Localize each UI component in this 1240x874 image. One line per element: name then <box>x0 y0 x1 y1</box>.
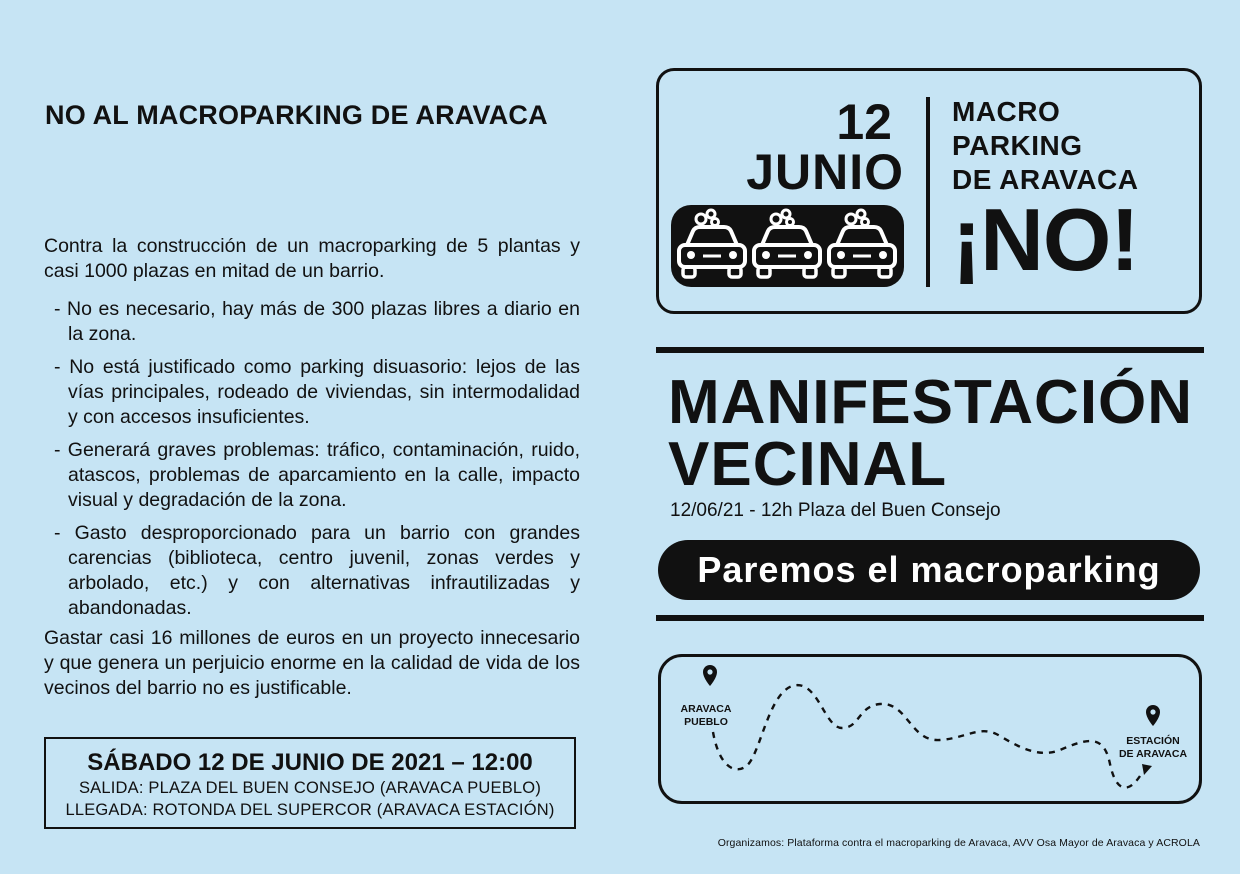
organizers-credits: Organizamos: Plataforma contra el macroparking de Aravaca, AVV Osa Mayor de Aravaca y ACROLA <box>717 837 1200 849</box>
argument-item: - Generará graves problemas: tráfico, contaminación, ruido, atascos, problemas de aparcamiento en la calle, impacto visual y degradación de la zona. <box>54 439 580 511</box>
bottom-rule <box>656 615 1204 621</box>
schedule-box <box>44 737 576 829</box>
event-title-line1: MANIFESTACIÓN <box>668 368 1194 437</box>
map-end-label-line1: ESTACIÓN <box>1126 735 1180 747</box>
event-info: 12/06/21 - 12h Plaza del Buen Consejo <box>670 500 1001 521</box>
argument-item: - No es necesario, hay más de 300 plazas libres a diario en la zona. <box>54 298 580 345</box>
polluting-car-icon <box>754 210 820 277</box>
leaflet-title: NO AL MACROPARKING DE ARAVACA <box>45 100 548 130</box>
map-start-label <box>673 703 739 729</box>
end-pin-icon <box>1146 705 1160 726</box>
logo-day: 12 <box>836 94 892 150</box>
map-end-label-line2: DE ARAVACA <box>1118 748 1188 760</box>
route-map-graphic <box>658 654 1202 804</box>
logo-month: JUNIO <box>746 144 904 200</box>
arrow-icon <box>1142 764 1152 775</box>
map-start-label-line1: ARAVACA <box>680 703 732 715</box>
schedule-arrival: LLEGADA: ROTONDA DEL SUPERCOR (ARAVACA ESTACIÓN) <box>65 801 555 819</box>
logo-divider <box>926 97 930 287</box>
map-end-label <box>1113 735 1193 761</box>
logo-line-aravaca: DE ARAVACA <box>952 164 1139 195</box>
event-title-line2: VECINAL <box>668 430 948 499</box>
start-pin-icon <box>703 665 717 686</box>
top-rule <box>656 347 1204 353</box>
intro-paragraph: Contra la construcción de un macroparking de 5 plantas y casi 1000 plazas en mitad de un barrio. <box>44 235 580 282</box>
slogan-banner: Paremos el macroparking <box>658 540 1200 600</box>
logo-no: ¡NO! <box>952 190 1139 289</box>
event-title <box>668 368 1208 499</box>
arguments-list <box>54 297 580 629</box>
polluting-car-icon <box>829 210 895 277</box>
logo-line-parking: PARKING <box>952 130 1083 161</box>
argument-item: - Gasto desproporcionado para un barrio con grandes carencias (biblioteca, centro juvenil, zonas verdes y arbolado, etc.) y con alternativas infrautilizadas y abandonadas. <box>54 522 580 619</box>
route-path <box>713 685 1140 788</box>
polluting-car-icon <box>679 210 745 277</box>
schedule-date: SÁBADO 12 DE JUNIO DE 2021 – 12:00 <box>87 749 533 776</box>
conclusion-paragraph: Gastar casi 16 millones de euros en un proyecto innecesario y que genera un perjuicio enorme en la calidad de vida de los vecinos del barrio no es justificable. <box>44 627 580 699</box>
argument-item: - No está justificado como parking disuasorio: lejos de las vías principales, rodeado de viviendas, sin intermodalidad y con accesos insuficientes. <box>54 356 580 428</box>
map-start-label-line2: PUEBLO <box>684 716 728 728</box>
cars-panel <box>671 205 904 287</box>
schedule-departure: SALIDA: PLAZA DEL BUEN CONSEJO (ARAVACA PUEBLO) <box>78 779 542 797</box>
cars-illustration <box>671 205 904 287</box>
route-map <box>658 654 1202 804</box>
logo-line-macro: MACRO <box>952 96 1061 127</box>
